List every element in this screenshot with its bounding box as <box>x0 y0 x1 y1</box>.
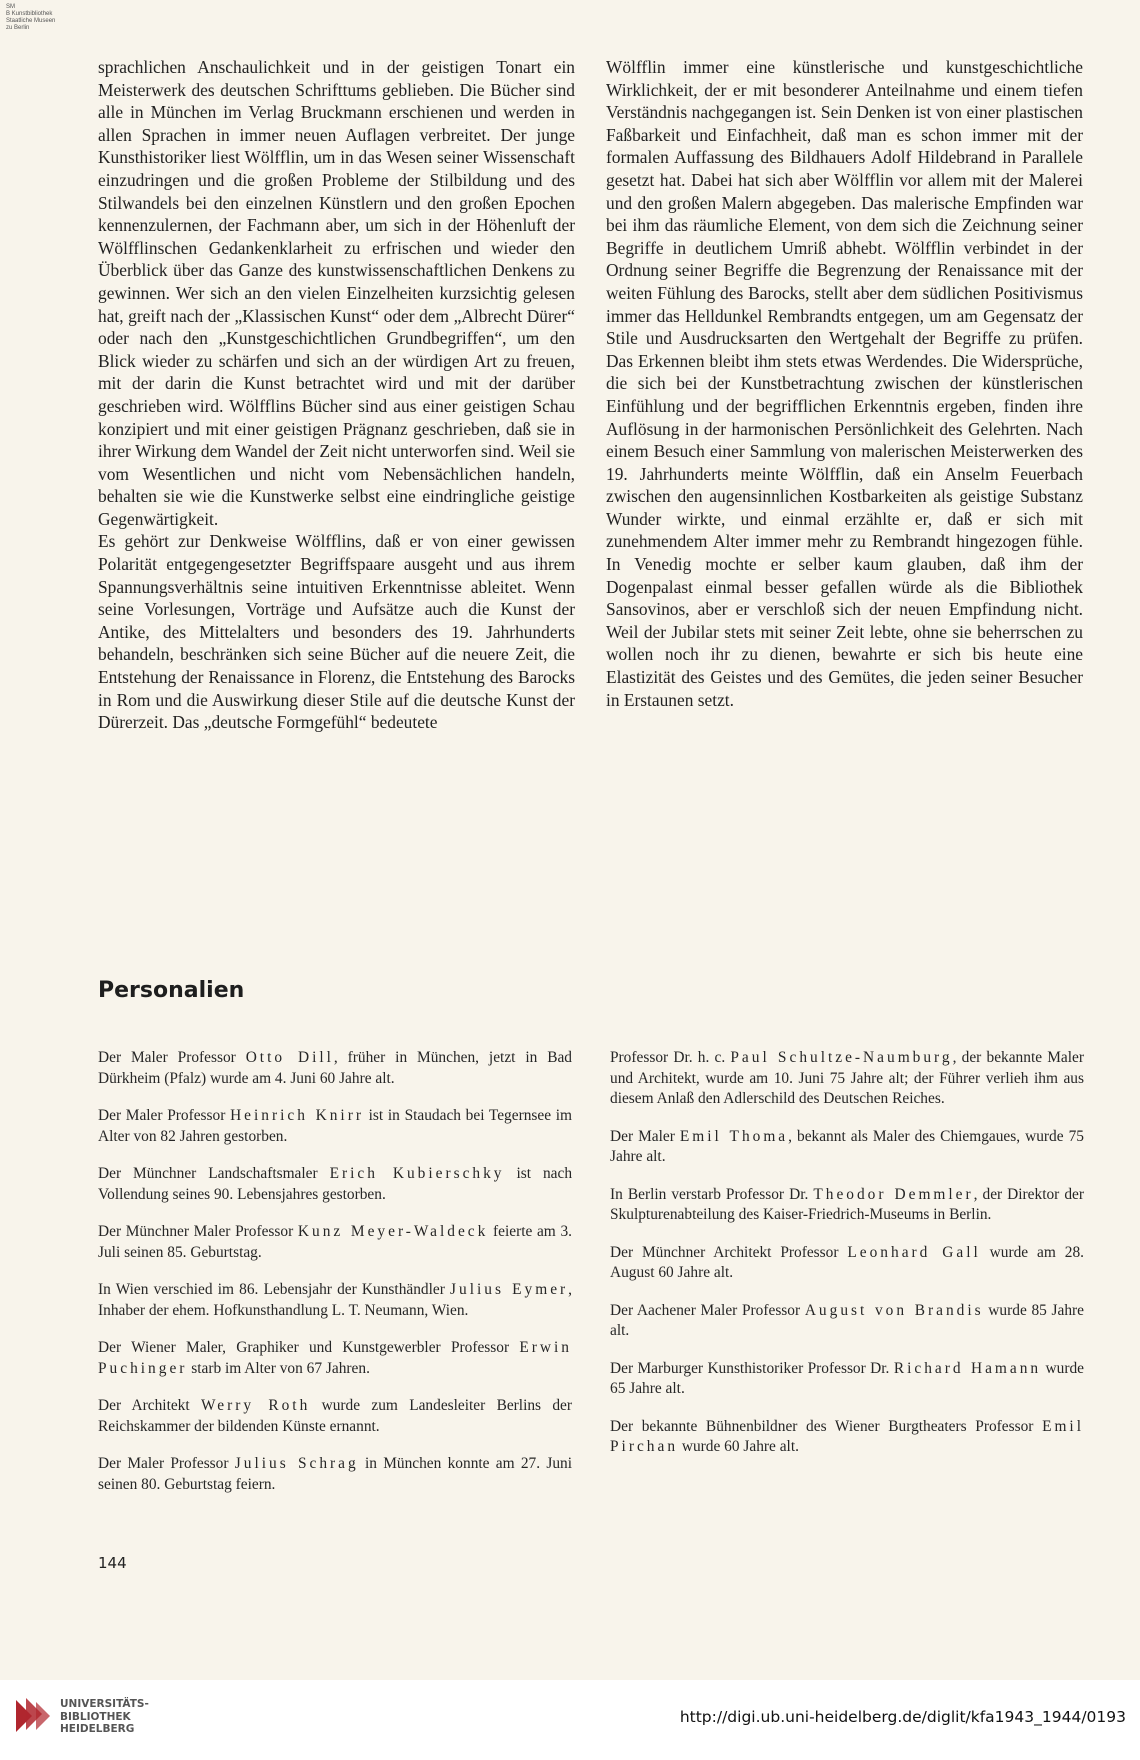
personalien-left-column <box>98 1048 572 1512</box>
entry-text: Der Maler Professor <box>98 1107 231 1124</box>
entry-text: Der Marburger Kunsthistoriker Professor Dr. <box>610 1359 894 1377</box>
person-name: Heinrich Knirr <box>230 1107 364 1124</box>
entry-text: , früher in München, jetzt in Bad Dürkheim (Pfalz) wurde am 4. Juni 60 Jahre alt. <box>98 1049 573 1087</box>
entry-text: ist nach Vollendung seines 90. Lebensjahres gestorben. <box>98 1165 573 1203</box>
stamp-line: SM <box>6 4 15 10</box>
entry-text: feierte am 3. Juli seinen 85. Geburtstag. <box>98 1223 572 1261</box>
entry-text: Der Architekt <box>98 1397 201 1414</box>
personalien-entry <box>610 1185 1084 1226</box>
article-right-column <box>606 56 1083 711</box>
stamp-line: Staatliche Museen <box>6 18 56 24</box>
person-name: Julius Eymer <box>450 1281 569 1298</box>
personalien-entry <box>98 1106 572 1147</box>
entry-text: wurde 60 Jahre alt. <box>678 1438 799 1455</box>
personalien-entry <box>98 1396 572 1437</box>
library-name-line: HEIDELBERG <box>60 1723 135 1735</box>
entry-text: Der bekannte Bühnenbildner des Wiener Burgtheaters Professor <box>610 1417 1043 1435</box>
person-name: Emil Pirchan <box>610 1417 1084 1455</box>
library-stamp <box>6 4 66 32</box>
personalien-entry <box>98 1280 572 1321</box>
entry-text: Der Maler Professor <box>98 1049 246 1066</box>
article-paragraph: sprachlichen Anschaulichkeit und in der geistigen Tonart ein Meisterwerk des deutschen Schrifttums geblieben. Die Bücher sind alle in München im Verlag Bruckmann erschienen und werden in allen Sprachen in immer neuen Auflagen verbreitet. Der junge Kunsthistoriker liest Wölfflin, um in das Wesen seiner Wissenschaft einzudringen und die großen Probleme der Stilbildung und des Stilwandels bei den einzelnen Künstlern und den großen Epochen kennenzulernen, der Fachmann aber, um sich in der Höhenluft der Wölfflinschen Gedankenklarheit zu erfrischen und wieder den Überblick über das Ganze des kunstwissenschaftlichen Denkens zu gewinnen. Wer sich an den vielen Einzelheiten kurzsichtig gelesen hat, greift nach der „Klassischen Kunst“ oder dem „Albrecht Dürer“ oder nach den „Kunstgeschichtlichen Grundbegriffen“, um den Blick wieder zu schärfen und sich an der würdigen Art zu freuen, mit der darin die Kunst betrachtet wird und mit der darüber geschrieben wird. Wölfflins Bücher sind aus einer geistigen Schau konzipiert und mit einer geistigen Prägnanz geschrieben, daß sie in ihrer Wirkung dem Wandel der Zeit nicht unterworfen sind. Weil sie vom Wesentlichen und nicht vom Nebensächlichen handeln, behalten sie wie die Kunstwerke selbst eine eindringliche geistige Gegenwärtigkeit. <box>98 57 575 529</box>
person-name: Theodor Demmler <box>813 1185 974 1203</box>
person-name: Emil Thoma <box>679 1127 789 1145</box>
entry-text: Der Aachener Maler Professor <box>610 1301 805 1319</box>
entry-text: wurde 85 Jahre alt. <box>610 1301 1085 1339</box>
person-name: Leonhard Gall <box>847 1243 981 1261</box>
personalien-entry <box>98 1164 572 1205</box>
entry-text: , der Direktor der Skulpturenabteilung des Kaiser-Friedrich-Museums in Berlin. <box>610 1185 1084 1223</box>
entry-text: Der Münchner Maler Professor <box>98 1223 298 1240</box>
article-paragraph: Wölfflin immer eine künstlerische und kunstgeschichtliche Wirklichkeit, der er mit besonderer Anteilnahme und einem tiefen Verständnis nachgegangen ist. Sein Denken ist von einer plastischen Faßbarkeit und Einfachheit, daß man es schon immer mit der formalen Auffassung des Bildhauers Adolf Hildebrand in Parallele gesetzt hat. Dabei hat sich aber Wölfflin vor allem mit der Malerei und den großen Malern abgegeben. Das malerische Empfinden war bei ihm das räumliche Element, von dem sich die Zeichnung seiner Begriffe in deutlichem Umriß abhebt. Wölfflin verbindet in der Ordnung seiner Begriffe die Begrenzung der Renaissance mit der weiten Fühlung des Barocks, stellt aber dem südlichen Positivismus immer das Helldunkel Rembrandts entgegen, um am Gegensatz der Stile und Ausdrucksarten den Wertgehalt der Begriffe zu prüfen. Das Erkennen bleibt ihm stets etwas Werdendes. Die Widersprüche, die sich bei der Kunstbetrachtung zwischen der künstlerischen Einfühlung und der begrifflichen Erkenntnis ergeben, finden ihre Auflösung in der harmonischen Persönlichkeit des Gelehrten. Nach einem Besuch einer Sammlung von malerischen Meisterwerken des 19. Jahrhunderts meinte Wölfflin, daß ein Anselm Feuerbach zwischen den augensinnlichen Kostbarkeiten als geistige Substanz Wunder wirkte, und einmal erzählte er, daß er sich mit zunehmendem Alter immer mehr zu Rembrandt hingezogen fühle. In Venedig mochte er selber kaum glauben, daß ihm der Dogenpalast einmal besser gefallen würde als die Bibliothek Sansovinos, aber er verschloß sich der neuen Empfindung nicht. Weil der Jubilar stets mit seiner Zeit lebte, ohne sie beherrschen zu wollen noch ihr zu dienen, bewahrte er sich bis heute eine Elastizität des Geistes und des Gemütes, die jeden seiner Besucher in Erstaunen setzt. <box>606 57 1083 710</box>
stamp-line: zu Berlin <box>6 25 30 31</box>
entry-text: Der Maler <box>610 1127 680 1145</box>
entry-text: wurde 65 Jahre alt. <box>610 1359 1084 1397</box>
entry-text: in München konnte am 27. Juni seinen 80. Geburtstag feiern. <box>98 1455 572 1493</box>
entry-text: Der Maler Professor <box>98 1455 235 1472</box>
entry-text: Der Münchner Landschaftsmaler <box>98 1165 330 1182</box>
personalien-entry <box>98 1048 572 1089</box>
personalien-entry <box>610 1359 1084 1400</box>
person-name: Erwin Puchinger <box>98 1339 572 1377</box>
entry-text: , Inhaber der ehem. Hofkunsthandlung L. T. Neumann, Wien. <box>98 1281 573 1319</box>
article-paragraph: Es gehört zur Denkweise Wölfflins, daß er von einer gewissen Polarität entgegengesetzter Begriffspaare ausgeht und aus ihrem Spannungsverhältnis seine intuitiven Erkenntnisse ableitet. Wenn seine Vorlesungen, Vorträge und Aufsätze auch die Kunst der Antike, des Mittelalters und besonders des 19. Jahrhunderts behandeln, beschränken sich seine Bücher auf die neuere Zeit, die Entstehung der Renaissance in Florenz, die Entstehung des Barocks in Rom und die Auswirkung dieser Stile auf die deutsche Kunst der Dürerzeit. Das „deutsche Formgefühl“ bedeutete <box>98 531 575 733</box>
entry-text: ist in Staudach bei Tegernsee im Alter von 82 Jahren gestorben. <box>98 1107 573 1145</box>
person-name: Erich Kubierschky <box>329 1165 505 1182</box>
library-name <box>60 1698 149 1736</box>
person-name: Paul Schultze-Naumburg <box>730 1049 953 1066</box>
document-url-link[interactable]: http://digi.ub.uni-heidelberg.de/diglit/kfa1943_1944/0193 <box>679 1708 1126 1726</box>
entry-text: , bekannt als Maler des Chiemgaues, wurde 75 Jahre alt. <box>610 1127 1084 1165</box>
section-heading: Personalien <box>98 978 245 1003</box>
entry-text: , der bekannte Maler und Architekt, wurde am 10. Juni 75 Jahre alt; der Führer verlieh ihm aus diesem Anlaß den Adlerschild des Deutschen Reiches. <box>610 1049 1084 1107</box>
university-library-logo-icon <box>12 1694 52 1738</box>
entry-text: wurde zum Landesleiter Berlins der Reichskammer der bildenden Künste ernannt. <box>98 1397 572 1435</box>
footer-bar <box>0 1680 1140 1760</box>
logo-mark-shapes <box>16 1698 50 1732</box>
entry-text: In Wien verschied im 86. Lebensjahr der Kunsthändler <box>98 1281 451 1298</box>
entry-text: wurde am 28. August 60 Jahre alt. <box>610 1243 1084 1281</box>
personalien-entry <box>610 1243 1084 1284</box>
entry-text: In Berlin verstarb Professor Dr. <box>610 1185 814 1203</box>
personalien-right-column <box>610 1048 1084 1475</box>
entry-text: Der Münchner Architekt Professor <box>610 1243 848 1261</box>
article-left-column <box>98 56 575 734</box>
person-name: Julius Schrag <box>234 1455 359 1472</box>
page-number: 144 <box>98 1554 127 1572</box>
person-name: Kunz Meyer-Waldeck <box>297 1223 489 1240</box>
person-name: Werry Roth <box>200 1397 311 1414</box>
stamp-line: B Kunstbibliothek <box>6 11 53 17</box>
library-name-line: BIBLIOTHEK <box>60 1710 131 1723</box>
personalien-entry <box>610 1048 1084 1110</box>
entry-text: Professor Dr. h. c. <box>610 1049 731 1066</box>
library-name-line: UNIVERSITÄTS- <box>60 1698 149 1710</box>
personalien-entry <box>610 1301 1084 1342</box>
entry-text: starb im Alter von 67 Jahren. <box>187 1359 370 1377</box>
personalien-entry <box>98 1454 572 1495</box>
entry-text: Der Wiener Maler, Graphiker und Kunstgewerbler Professor <box>98 1339 520 1356</box>
person-name: Richard Hamann <box>893 1359 1042 1377</box>
personalien-entry <box>610 1417 1084 1458</box>
personalien-entry <box>610 1127 1084 1168</box>
person-name: Otto Dill <box>245 1049 334 1066</box>
personalien-entry <box>98 1222 572 1263</box>
personalien-entry <box>98 1338 572 1379</box>
person-name: August von Brandis <box>804 1301 984 1319</box>
